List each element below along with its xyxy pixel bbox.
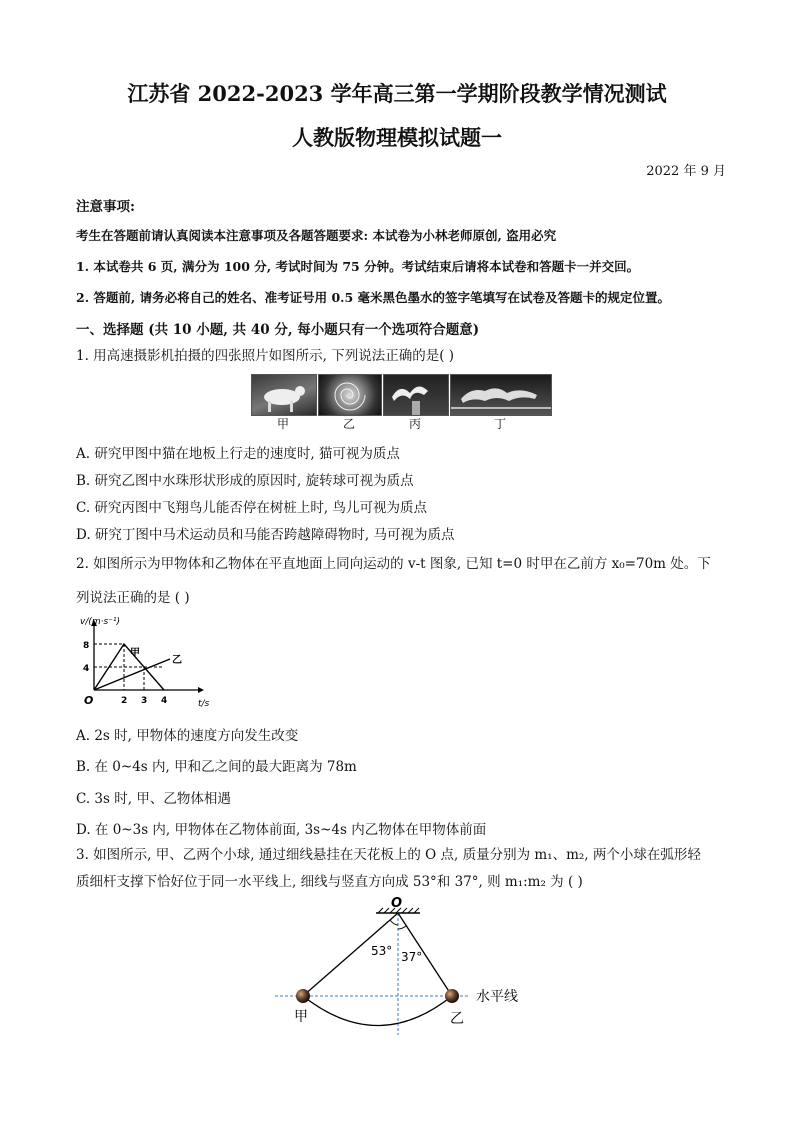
x-tick-4: 4: [161, 696, 168, 706]
series-yi-line: [94, 659, 170, 690]
y-axis-label: v/(m·s⁻¹): [80, 617, 121, 627]
pendulum-figure: [270, 895, 550, 1045]
section-heading: 一、选择题 (共 10 小题, 共 40 分, 每小题只有一个选项符合题意): [76, 322, 480, 338]
angle-arc-left: [390, 920, 398, 925]
notice-line-1: 考生在答题前请认真阅读本注意事项及各题答题要求: 本试卷为小林老师原创, 盗用必究: [76, 228, 557, 243]
caption-ding: 丁: [493, 417, 506, 431]
q2-option-c: C. 3s 时, 甲、乙物体相遇: [76, 791, 231, 807]
q1-stem: 1. 用高速摄影机拍摄的四张照片如图所示, 下列说法正确的是( ): [76, 348, 455, 364]
q3-stem-line-1: 3. 如图所示, 甲、乙两个小球, 通过细线悬挂在天花板上的 O 点, 质量分别为 m₁、m₂, 两个小球在弧形轻: [76, 847, 701, 863]
origin-label: O: [84, 694, 94, 707]
x-axis-arrow: [198, 687, 204, 693]
ball-jia-label: 甲: [294, 1009, 308, 1025]
q2-stem-line-2: 列说法正确的是 ( ): [76, 590, 190, 606]
q1-option-a: A. 研究甲图中猫在地板上行走的速度时, 猫可视为质点: [76, 446, 400, 462]
q1-option-c: C. 研究丙图中飞翔鸟儿能否停在树桩上时, 鸟儿可视为质点: [76, 500, 428, 516]
ball-jia: [296, 989, 310, 1003]
q1-option-b: B. 研究乙图中水珠形状形成的原因时, 旋转球可视为质点: [76, 473, 414, 489]
notice-heading: 注意事项:: [76, 199, 135, 215]
photo-spinning-ball: [318, 374, 382, 416]
series-jia-label: 甲: [130, 648, 140, 659]
ball-yi-label: 乙: [450, 1011, 464, 1027]
notice-line-3: 2. 答题前, 请务必将自己的姓名、准考证号用 0.5 毫米黑色墨水的签字笔填写在试卷及答题卡的规定位置。: [76, 290, 671, 305]
caption-jia: 甲: [276, 417, 289, 431]
q2-option-b: B. 在 0~4s 内, 甲和乙之间的最大距离为 78m: [76, 759, 357, 775]
q2-stem-line-1: 2. 如图所示为甲物体和乙物体在平直地面上同向运动的 v-t 图象, 已知 t=0 时甲在乙前方 x₀=70m 处。下: [76, 556, 711, 572]
exam-date: 2022 年 9 月: [646, 164, 726, 179]
ball-yi: [445, 989, 459, 1003]
arc-rod: [303, 996, 452, 1026]
notice-line-2: 1. 本试卷共 6 页, 满分为 100 分, 考试时间为 75 分钟。考试结束后请将本试卷和答题卡一并交回。: [76, 259, 640, 274]
q2-option-a: A. 2s 时, 甲物体的速度方向发生改变: [76, 728, 299, 744]
caption-yi: 乙: [342, 417, 355, 431]
q3-stem-line-2: 质细杆支撑下恰好位于同一水平线上, 细线与竖直方向成 53°和 37°, 则 m₁:m₂ 为 ( ): [76, 874, 583, 890]
photo-horse: [450, 374, 552, 416]
caption-bing: 丙: [408, 417, 421, 431]
point-o-label: O: [391, 896, 403, 911]
series-yi-label: 乙: [172, 655, 182, 666]
angle-53-label: 53°: [371, 944, 393, 958]
page-title: 江苏省 2022-2023 学年高三第一学期阶段教学情况测试: [127, 81, 667, 106]
angle-arc-right: [398, 926, 406, 929]
photo-cat: [251, 374, 317, 416]
q1-option-d: D. 研究丁图中马术运动员和马能否跨越障碍物时, 马可视为质点: [76, 527, 455, 543]
q2-option-d: D. 在 0~3s 内, 甲物体在乙物体前面, 3s~4s 内乙物体在甲物体前面: [76, 822, 487, 838]
angle-37-label: 37°: [401, 950, 423, 964]
x-tick-2: 2: [121, 696, 128, 706]
horizontal-line-label: 水平线: [476, 989, 518, 1005]
vt-graph: [78, 616, 228, 712]
page-subtitle: 人教版物理模拟试题一: [292, 125, 502, 150]
photo-bird: [383, 374, 449, 416]
x-tick-3: 3: [141, 696, 148, 706]
y-tick-8: 8: [83, 641, 90, 651]
y-tick-4: 4: [83, 664, 90, 674]
x-axis-label: t/s: [198, 699, 210, 709]
